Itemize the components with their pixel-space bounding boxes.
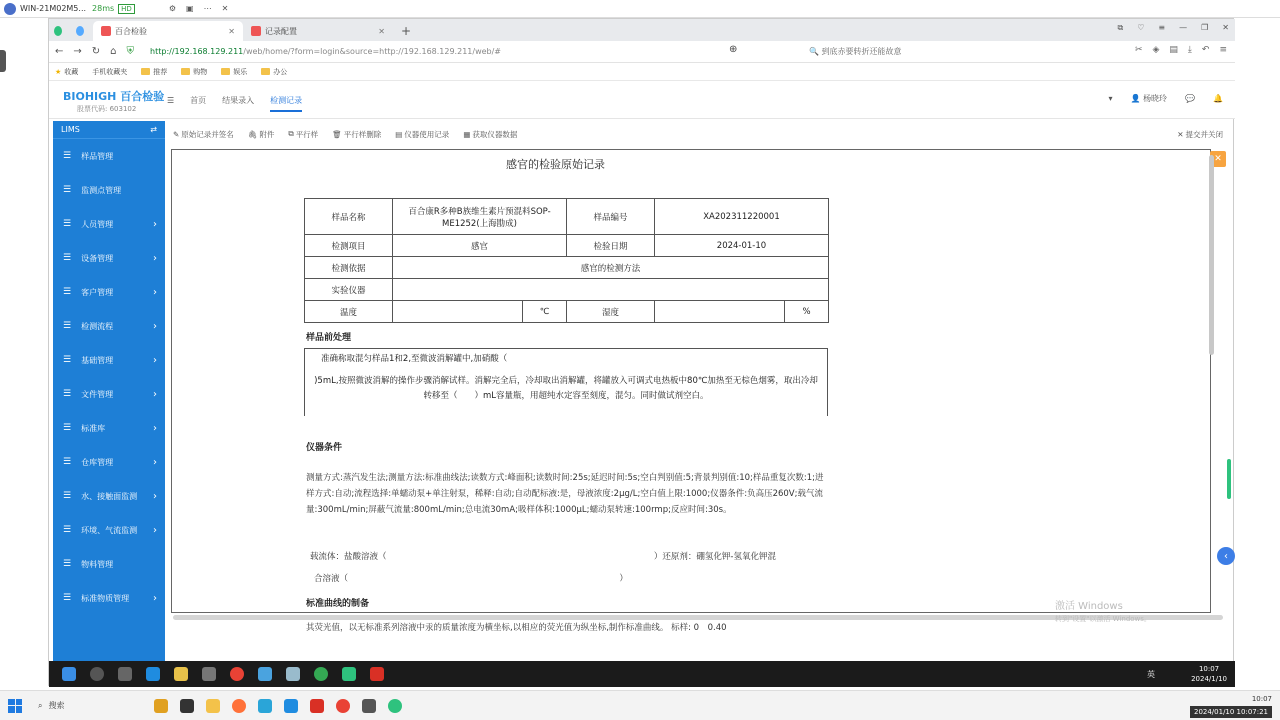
extension-icon[interactable]: ▤ [1169,45,1178,55]
host-clock [1190,694,1272,718]
tab-label: 百合检验 [115,26,147,36]
tab-favicon [251,26,261,36]
nav-test-records[interactable]: 检测记录 [270,95,302,112]
windows-activation-watermark [1055,601,1151,625]
app-icon[interactable] [258,699,272,713]
menu-icon: ☰ [63,491,72,501]
download-icon[interactable]: ⤓ [1187,45,1192,55]
sidebar-item-label: 人员管理 [81,219,114,229]
bookmark-office[interactable] [261,67,287,77]
tab-list-icon[interactable]: ⧉ [1117,23,1124,32]
back-icon[interactable]: ← [55,46,64,57]
menu-icon: ☰ [63,185,72,195]
test-item-label: 检测项目 [305,235,393,257]
sidebar-item[interactable] [53,343,165,377]
sample-name-label: 样品名称 [305,199,393,235]
sidebar-item[interactable] [53,275,165,309]
chevron-right-icon: › [153,524,157,536]
trash-icon: 🗑 [332,129,342,139]
humidity-input[interactable] [655,301,785,323]
chevron-right-icon: › [153,286,157,298]
shield-icon: ⛨ [126,46,135,57]
sidebar-item-label: 检测流程 [81,321,114,331]
bookmark-label: 收藏 [64,67,79,76]
sidebar-item[interactable] [53,581,165,615]
sidebar-item[interactable] [53,309,165,343]
remote-screen [48,18,1234,686]
list-icon: ▤ [395,129,403,139]
sidebar-item-label: 基础管理 [81,355,114,365]
instrument-log-button[interactable] [395,129,449,140]
instrument-select[interactable] [393,279,829,301]
sidebar-item[interactable] [53,207,165,241]
pretreatment-line-2: )5mL,按照微波消解的操作步骤消解试样。消解完全后，冷却取出消解罐，将罐放入可调式电热板中80℃加热至无棕色烟雾，取出冷却转移至（ ）mL容量瓶，用超纯水定容至刻度，混匀。同时做试剂空白。 [314,376,818,401]
side-progress-indicator [1227,459,1231,499]
test-date-value[interactable]: 2024-01-10 [655,235,829,257]
menu-icon: ☰ [63,389,72,399]
menu-icon: ☰ [63,593,72,603]
scissors-icon[interactable]: ✂ [1134,45,1143,55]
app-icon[interactable] [202,667,216,681]
sidebar-item-label: 监测点管理 [81,185,122,195]
reagent-line-1 [310,546,776,568]
sidebar-item[interactable] [53,445,165,479]
sidebar-item-label: 客户管理 [81,287,114,297]
app-icon[interactable] [284,699,298,713]
browser-tab-2[interactable] [243,21,393,41]
folder-icon [141,68,150,75]
browser-tabbar [49,19,1235,41]
home-icon[interactable]: ⌂ [110,46,117,57]
chevron-right-icon: › [153,490,157,502]
sidebar-item[interactable] [53,139,165,173]
restore-icon[interactable]: ❐ [1201,23,1209,32]
carrier-label: 载流体：盐酸溶液（ [310,552,387,562]
temperature-label: 温度 [305,301,393,323]
tab-collect-icon [76,26,84,36]
tab-favicon [101,26,111,36]
new-tab-button[interactable]: + [401,24,412,38]
sidebar-item-label: 标准物质管理 [81,593,130,603]
windows-start-icon[interactable] [62,667,76,681]
pretreatment-heading: 样品前处理 [306,333,352,343]
app-icon[interactable] [154,699,168,713]
sidebar-item[interactable] [53,411,165,445]
user-menu[interactable]: 👤 杨晓玲 [1130,94,1168,103]
sidebar-item-label: 设备管理 [81,253,114,263]
browser-icon[interactable] [388,699,402,713]
search-icon: ⌕ [38,700,43,710]
sidebar-item-label: 标准库 [81,423,106,433]
menu-lines-icon[interactable]: ≡ [1219,45,1227,55]
search-box[interactable] [38,700,148,711]
firefox-icon[interactable] [232,699,246,713]
folder-icon [221,68,230,75]
bookmark-label: 办公 [273,67,288,76]
toolbar-label: 提交并关闭 [1185,129,1223,139]
sidebar-item-label: 环境、气流监测 [81,525,138,535]
host-datetime: 2024/01/10 10:07:21 [1190,706,1272,718]
sidebar-item-label: 文件管理 [81,389,114,399]
sidebar-item-label: 物料管理 [81,559,114,569]
chevron-right-icon: › [153,456,157,468]
close-icon[interactable]: ✕ [221,4,229,13]
paperclip-icon: 🖇 [247,129,258,139]
search-suggestion-text: 到底赤要转折还能故意 [821,47,902,56]
sidebar [53,121,165,687]
record-toolbar [173,123,1233,145]
stock-code: 股票代码: 603102 [77,105,137,113]
wps-icon[interactable] [310,699,324,713]
sidebar-item[interactable] [53,377,165,411]
watermark-line-2: 转到"设置"以激活 Windows。 [1055,615,1151,623]
parallel-delete-button[interactable] [332,129,381,140]
search-suggestion[interactable]: 🔍 到底赤要转折还能故意 [809,47,902,56]
humidity-unit: % [785,301,829,323]
sample-no-label: 样品编号 [567,199,655,235]
bookmark-mobile[interactable] [92,67,127,77]
expand-icon[interactable]: ✕ [1210,151,1226,167]
submit-close-button[interactable] [1177,129,1223,140]
search-icon[interactable] [90,667,104,681]
temperature-unit: ℃ [523,301,567,323]
sidebar-item[interactable] [53,173,165,207]
remote-date: 2024/1/10 [1191,675,1227,683]
test-date-label: 检验日期 [567,235,655,257]
collapse-icon[interactable]: ⇄ [150,125,157,134]
windows-start-icon[interactable] [8,699,22,713]
undo-icon[interactable]: ↶ [1201,45,1210,55]
tab-label: 记录配置 [265,26,297,36]
latency-indicator: 28ms [92,4,115,13]
curve-text: 其荧光值，以无标准系列溶液中汞的质量浓度为横坐标,以相应的荧光值为纵坐标,制作标准曲线。 标样: 0 0.40 [306,623,727,633]
ie-icon[interactable] [146,667,160,681]
nav-home[interactable]: 首页 [190,95,207,105]
browser-tab-gather[interactable] [71,21,93,41]
settings-icon[interactable]: ⚙ [168,4,176,13]
sample-no-value[interactable]: XA202311220001 [655,199,829,235]
app-header [49,81,1235,119]
menu-icon: ☰ [63,219,72,229]
sample-info-table [304,198,829,323]
chevron-right-icon: › [153,388,157,400]
nav-menu-icon[interactable]: ☰ [167,95,175,105]
toolbar-label: 仪器使用记录 [404,129,450,139]
url-path: /web/home/?form=login&source=http://192.168.129.211/web/# [243,47,502,56]
menu-icon: ☰ [63,253,72,263]
toolbar-label: 平行样删除 [343,129,382,139]
watermark-line-1: 激活 Windows [1055,601,1123,612]
url-host: http://192.168.129.211 [150,47,244,56]
brand-name: BIOHIGH 百合检验 [63,90,165,103]
menu-icon: ☰ [63,151,72,161]
reducer-end: ） [619,574,628,584]
bookmark-favorites[interactable] [55,67,78,77]
filter-icon[interactable]: ▾ [1108,94,1113,103]
app-icon[interactable] [258,667,272,681]
reagent-line-2 [314,568,628,590]
chevron-right-icon: › [153,354,157,366]
session-title: WIN-21M02M5... [20,4,87,13]
sidebar-item-label: 样品管理 [81,151,114,161]
remote-clock [1191,664,1227,684]
browser-icon[interactable] [342,667,356,681]
copy-icon: ⧉ [288,129,294,138]
task-view-icon[interactable] [118,667,132,681]
forward-icon[interactable]: → [73,46,82,57]
curve-heading: 标准曲线的制备 [306,599,370,609]
bookmark-label: 娱乐 [233,67,248,76]
chrome-icon[interactable] [230,667,244,681]
reducer-cont-label: 合溶液（ [314,574,349,584]
instrument-label: 实验仪器 [305,279,393,301]
fullscreen-icon[interactable]: ▣ [186,4,194,13]
browser-tab-1[interactable] [93,21,243,41]
sidebar-item[interactable] [53,479,165,513]
left-margin [0,18,48,698]
menu-icon: ☰ [63,457,72,467]
remote-taskbar [49,661,1235,687]
bookmark-entertainment[interactable] [221,67,247,77]
data-icon: ▦ [463,129,471,139]
chevron-right-icon: › [153,592,157,604]
app-icon[interactable] [286,667,300,681]
sidebar-item[interactable] [53,241,165,275]
company-logo [63,88,164,114]
game-icon[interactable]: ◈ [1152,45,1160,55]
pretreatment-line-1: 准确称取混匀样品1和2,至微波消解罐中,加硝酸（ [321,354,508,364]
instrument-conditions-text: 测量方式:蒸汽发生法;测量方法:标准曲线法;读数方式:峰面积;读数时间:25s;延迟时间:5s;空白判别值:5;背景判别值:10;样品重复次数:1;进样方式:自动;流程选择:单蠕动泵+单注射泵，稀释:自动;自动配标液:是，母液浓度:2μg/L;空白值上限:1000;仪器条件:负高压260V;载气流量:300mL/min;屏蔽气流量:800mL/min;总电流30mA;吸样体积:1000μL;蠕动泵转速:100rmp;反应时间:30s。 [306,473,824,515]
menu-icon: ☰ [63,559,72,569]
language-indicator[interactable]: 英 [1147,670,1155,679]
test-item-value[interactable]: 感官 [393,235,567,257]
chrome-icon[interactable] [314,667,328,681]
chrome-icon[interactable] [336,699,350,713]
vertical-scrollbar[interactable] [1209,155,1214,355]
menu-icon: ☰ [63,287,72,297]
folder-icon [181,68,190,75]
drag-handle[interactable] [0,50,6,72]
folder-icon [261,68,270,75]
tab-close-icon[interactable]: ✕ [228,26,235,36]
more-icon[interactable]: ⋯ [203,4,212,13]
doc-title: 感官的检验原始记录 [506,158,605,171]
toolbar-label: 原始记录并签名 [181,129,234,139]
user-name: 杨晓玲 [1143,94,1168,103]
minimize-icon[interactable]: — [1179,23,1188,32]
menu-icon[interactable]: ≡ [1158,23,1166,32]
side-collapse-icon[interactable]: ‹ [1217,547,1235,565]
star-icon: ★ [55,67,62,76]
bookmark-label: 手机收藏夹 [92,67,128,76]
zoom-icon[interactable]: ⊕ [729,44,738,55]
browser-home-icon[interactable] [49,21,71,41]
top-nav [167,81,302,119]
bookmark-label: 推荐 [153,67,168,76]
sidebar-item-label: 水、接触面监测 [81,491,138,501]
chat-icon[interactable]: 💬 [1185,94,1196,103]
sidebar-item[interactable] [53,547,165,581]
host-taskbar [0,690,1280,720]
temperature-input[interactable] [393,301,523,323]
pretreatment-box [304,348,828,416]
remote-time: 10:07 [1198,665,1220,673]
hd-badge: HD [118,4,135,14]
toolbar-label: 获取仪器数据 [472,129,518,139]
chevron-right-icon: › [153,252,157,264]
bookmark-shopping[interactable] [181,67,207,77]
user-icon [4,3,16,15]
search-label: 搜索 [48,701,65,710]
menu-icon: ☰ [63,525,72,535]
test-basis-value[interactable]: 感官的检测方法 [393,257,829,279]
test-basis-label: 检测依据 [305,257,393,279]
remote-session-bar [0,0,1280,18]
toolbar-label: 平行样 [295,129,319,139]
menu-icon: ☰ [63,423,72,433]
sidebar-item-label: 仓库管理 [81,457,114,467]
sidebar-header [53,121,165,139]
toolbar-label: 附件 [259,129,275,139]
sidebar-item[interactable] [53,513,165,547]
menu-icon: ☰ [63,321,72,331]
bookmark-recommend[interactable] [141,67,167,77]
address-bar [49,41,1235,63]
sign-record-button[interactable] [173,129,234,140]
window-close-icon[interactable]: ✕ [1222,23,1229,32]
chevron-right-icon: › [153,320,157,332]
humidity-label: 湿度 [567,301,655,323]
app-icon[interactable] [362,699,376,713]
chevron-right-icon: › [153,422,157,434]
app-icon[interactable] [180,699,194,713]
refresh-icon[interactable]: ↻ [91,46,101,57]
attachment-button[interactable] [248,129,275,140]
reducer-label: ）还原剂：硼氢化钾-氢氧化钾混 [653,552,776,562]
chevron-right-icon: › [153,218,157,230]
parallel-sample-button[interactable] [288,129,318,140]
tab-close-icon[interactable]: ✕ [378,26,385,36]
shirt-icon[interactable]: ♡ [1137,23,1145,32]
wps-icon[interactable] [370,667,384,681]
edit-icon: ✎ [173,129,180,139]
browser-logo-icon [54,26,62,36]
folder-icon[interactable] [206,699,220,713]
sidebar-title: LIMS [61,125,80,134]
bell-icon[interactable]: 🔔 [1213,94,1223,103]
nav-result-entry[interactable]: 结果录入 [222,95,255,105]
sample-name-value[interactable]: 百合康R多种B族维生素片预混料SOP-ME1252(上海勖成) [393,199,567,235]
fetch-data-button[interactable] [463,129,517,140]
instrument-conditions-heading: 仪器条件 [306,443,343,453]
close-icon: ✕ [1177,129,1184,139]
menu-icon: ☰ [63,355,72,365]
bookmarks-bar [49,63,1235,81]
explorer-icon[interactable] [174,667,188,681]
url-field[interactable] [150,47,501,56]
host-time: 10:07 [1251,695,1272,703]
bookmark-label: 购物 [193,67,208,76]
